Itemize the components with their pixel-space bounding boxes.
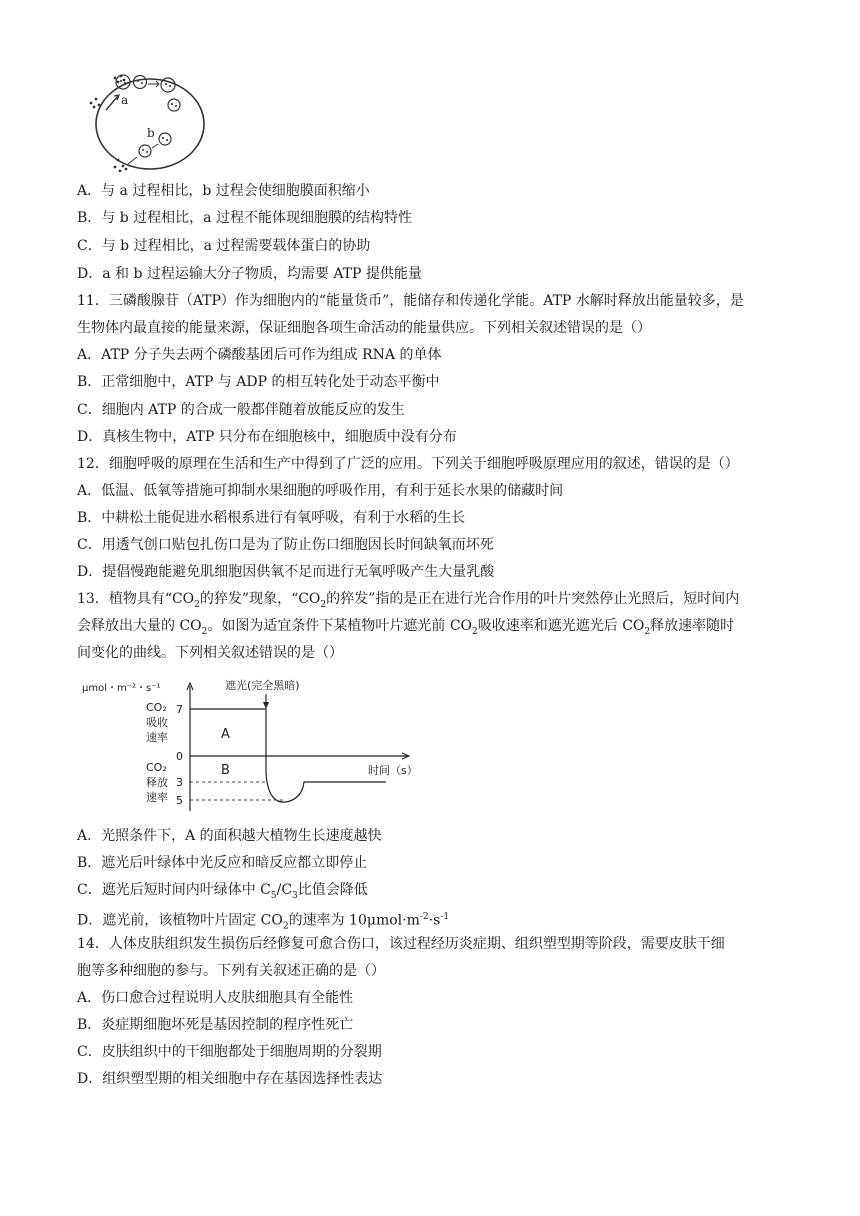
q13-stem-line-2: 会释放出大量的 $CO_2$。如图为适宜条件下某植物叶片遮光前 $CO_2$吸收速率和遮光遮光后 $CO_2$释放速率随时: [77, 618, 735, 637]
co2-rate-chart: [80, 676, 428, 816]
shade-annotation: 遮光(完全黑暗): [225, 679, 300, 692]
ylabel-bottom-1: CO₂: [146, 761, 167, 774]
label-b: b: [147, 126, 155, 140]
q10-option-b: B．与 b 过程相比，a 过程不能体现细胞膜的结构特性: [77, 210, 412, 226]
q11-option-a: A．ATP 分子失去两个磷酸基团后可作为组成 RNA 的单体: [77, 347, 442, 363]
q12-option-d: D．提倡慢跑能避免肌细胞因供氧不足而进行无氧呼吸产生大量乳酸: [77, 564, 495, 580]
region-a-label: A: [221, 727, 230, 742]
q13-option-a: A．光照条件下，A 的面积越大植物生长速度越快: [77, 828, 382, 844]
q13-stem-line-1: 13．植物具有“$CO_2$的猝发”现象，“$CO_2$的猝发”指的是正在进行光合作用的叶片突然停止光照后，短时间内: [77, 591, 740, 610]
y-tick-0: 0: [176, 750, 183, 763]
y-tick-3: 3: [176, 776, 183, 789]
ylabel-top-3: 速率: [146, 731, 168, 744]
y-tick-7: 7: [176, 703, 183, 716]
q11-stem-line-1: 11．三磷酸腺苷（ATP）作为细胞内的“能量货币”，能储存和传递化学能。ATP 水解时释放出能量较多，是: [77, 293, 744, 309]
q11-option-d: D．真核生物中，ATP 只分布在细胞核中，细胞质中没有分布: [77, 429, 457, 445]
q12-stem-line-1: 12．细胞呼吸的原理在生活和生产中得到了广泛的应用。下列关于细胞呼吸原理应用的叙述，错误的是（）: [77, 456, 739, 472]
ylabel-bottom-2: 释放: [146, 776, 168, 789]
q12-option-c: C．用透气创口贴包扎伤口是为了防止伤口细胞因长时间缺氧而坏死: [77, 537, 494, 553]
q10-option-c: C．与 b 过程相比，a 过程需要载体蛋白的协助: [77, 238, 371, 254]
q10-option-a: A．与 a 过程相比，b 过程会使细胞膜面积缩小: [77, 183, 370, 199]
q14-option-d: D．组织塑型期的相关细胞中存在基因选择性表达: [77, 1071, 383, 1087]
q12-option-b: B．中耕松土能促进水稻根系进行有氧呼吸，有利于水稻的生长: [77, 510, 466, 526]
q14-option-a: A．伤口愈合过程说明人皮肤细胞具有全能性: [77, 990, 354, 1006]
x-axis-label: 时间（s）: [368, 764, 418, 777]
q14-option-b: B．炎症期细胞坏死是基因控制的程序性死亡: [77, 1017, 354, 1033]
y-tick-5: 5: [176, 794, 183, 807]
region-b-label: B: [221, 763, 230, 778]
q13-option-c: C．遮光后短时间内叶绿体中 $C_5/C_3$比值会降低: [77, 882, 368, 901]
q14-option-c: C．皮肤组织中的干细胞都处于细胞周期的分裂期: [77, 1044, 382, 1060]
q13-stem-line-3: 间变化的曲线。下列相关叙述错误的是（）: [77, 645, 343, 661]
q11-option-c: C．细胞内 ATP 的合成一般都伴随着放能反应的发生: [77, 402, 405, 418]
q11-stem-line-2: 生物体内最直接的能量来源，保证细胞各项生命活动的能量供应。下列相关叙述错误的是（）: [77, 320, 651, 336]
ylabel-top-1: CO₂: [146, 701, 167, 714]
ylabel-bottom-3: 速率: [146, 791, 168, 804]
q13-option-d: D．遮光前，该植物叶片固定 $CO_2$的速率为 $10\mu mol\cdot m^{-2}\cdot s^{-1}$: [77, 912, 450, 932]
q11-option-b: B．正常细胞中，ATP 与 ADP 的相互转化处于动态平衡中: [77, 374, 440, 390]
cell-transport-figure: [88, 72, 210, 172]
ylabel-top-2: 吸收: [146, 716, 168, 729]
q14-stem-line-1: 14．人体皮肤组织发生损伤后经修复可愈合伤口，该过程经历炎症期、组织塑型期等阶段，需要皮肤干细: [77, 936, 725, 952]
series-after-shading: [266, 773, 386, 802]
y-unit-label: μmol・m⁻²・s⁻¹: [82, 683, 161, 694]
q14-stem-line-2: 胞等多种细胞的参与。下列有关叙述正确的是（）: [77, 963, 385, 979]
q13-option-b: B．遮光后叶绿体中光反应和暗反应都立即停止: [77, 855, 368, 871]
label-a: a: [121, 93, 129, 107]
q12-option-a: A．低温、低氧等措施可抑制水果细胞的呼吸作用，有利于延长水果的储藏时间: [77, 483, 564, 499]
q10-option-d: D．a 和 b 过程运输大分子物质，均需要 ATP 提供能量: [77, 266, 422, 282]
